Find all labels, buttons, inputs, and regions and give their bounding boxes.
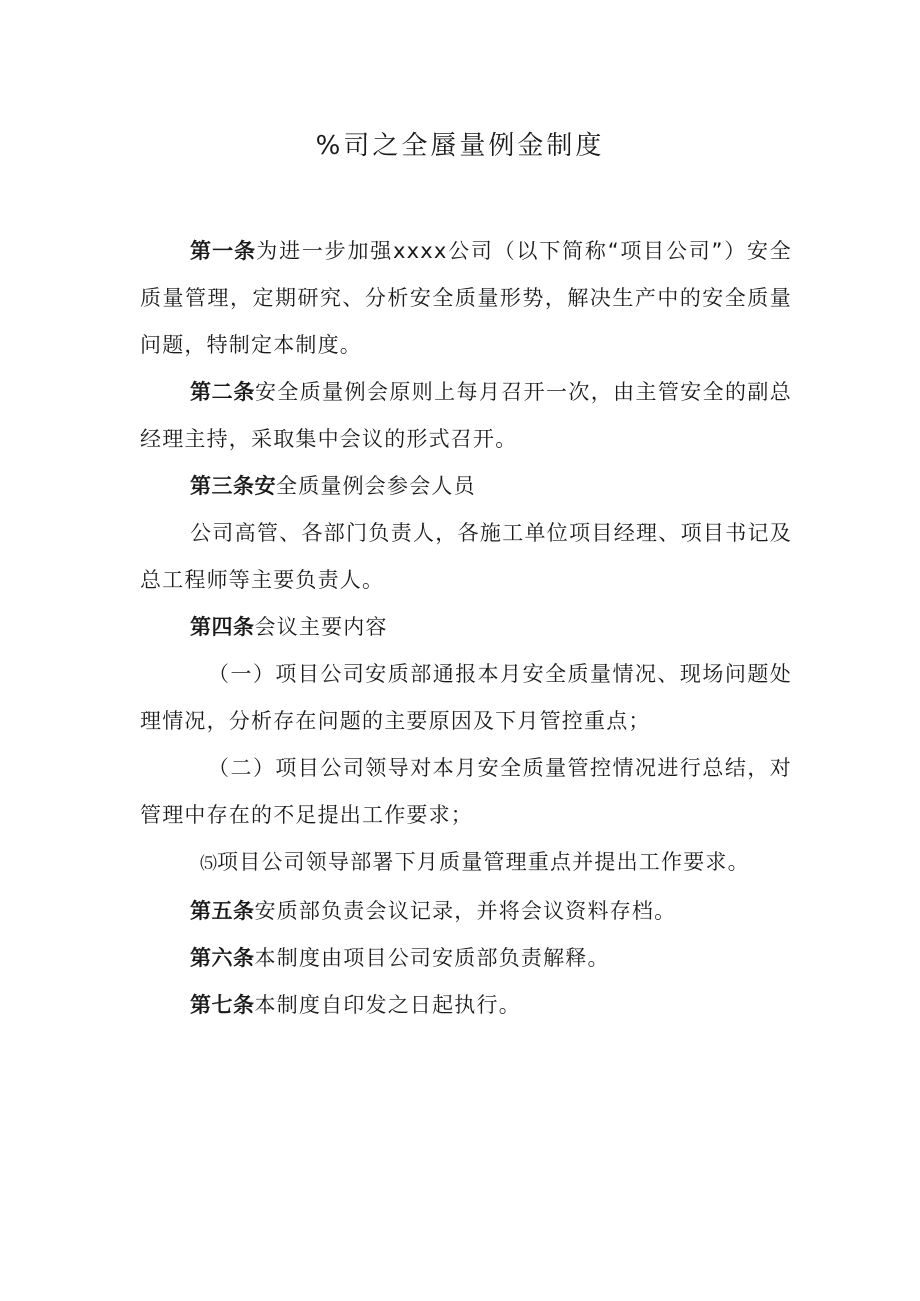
article-text: 本制度自印发之日起执行。	[254, 993, 521, 1017]
article-text: （一）项目公司安质部通报本月安全质量情况、现场问题处理情况，分析存在问题的主要原因及下月管控重点；	[140, 662, 792, 733]
article-text: 公司高管、各部门负责人，各施工单位项目经理、项目书记及总工程师等主要负责人。	[140, 521, 792, 592]
article-text: 为进一步加强xxxx公司（以下简称“项目公司”）安全质量管理，定期研究、分析安全质量形势，解决生产中的安全质量问题，特制定本制度。	[140, 239, 792, 357]
article-label: 第四条	[190, 615, 255, 639]
article-2	[140, 369, 792, 463]
article-6	[140, 935, 792, 982]
article-3	[140, 463, 792, 510]
article-1	[140, 228, 792, 369]
document-title: %司之全蜃量例金制度	[315, 131, 605, 161]
article-4	[140, 604, 792, 651]
article-4-item-3	[140, 839, 792, 888]
article-text: 项目公司领导部署下月质量管理重点并提出工作要求。	[217, 850, 750, 874]
article-text: 安质部负责会议记录，并将会议资料存档。	[254, 899, 677, 923]
article-4-item-2	[140, 745, 792, 839]
article-text: （二）项目公司领导对本月安全质量管控情况进行总结，对管理中存在的不足提出工作要求；	[140, 756, 792, 827]
article-5	[140, 888, 792, 935]
article-4-item-1	[140, 651, 792, 745]
item-number: ⑸	[200, 854, 217, 874]
article-label: 第二条	[190, 380, 256, 404]
article-text: 会议主要内容	[254, 615, 388, 639]
article-label: 第五条	[190, 899, 255, 923]
article-label: 第三条安	[190, 474, 276, 498]
article-7	[140, 982, 792, 1029]
article-text: 本制度由项目公司安质部负责解释。	[254, 946, 610, 970]
article-label: 第一条	[190, 239, 257, 263]
article-label: 第六条	[190, 946, 255, 970]
article-label: 第七条	[190, 993, 255, 1017]
article-text: 全质量例会参会人员	[276, 474, 476, 498]
article-3-detail	[140, 510, 792, 604]
document-body	[140, 228, 792, 1029]
article-text: 安全质量例会原则上每月召开一次，由主管安全的副总经理主持，采取集中会议的形式召开。	[140, 380, 792, 451]
